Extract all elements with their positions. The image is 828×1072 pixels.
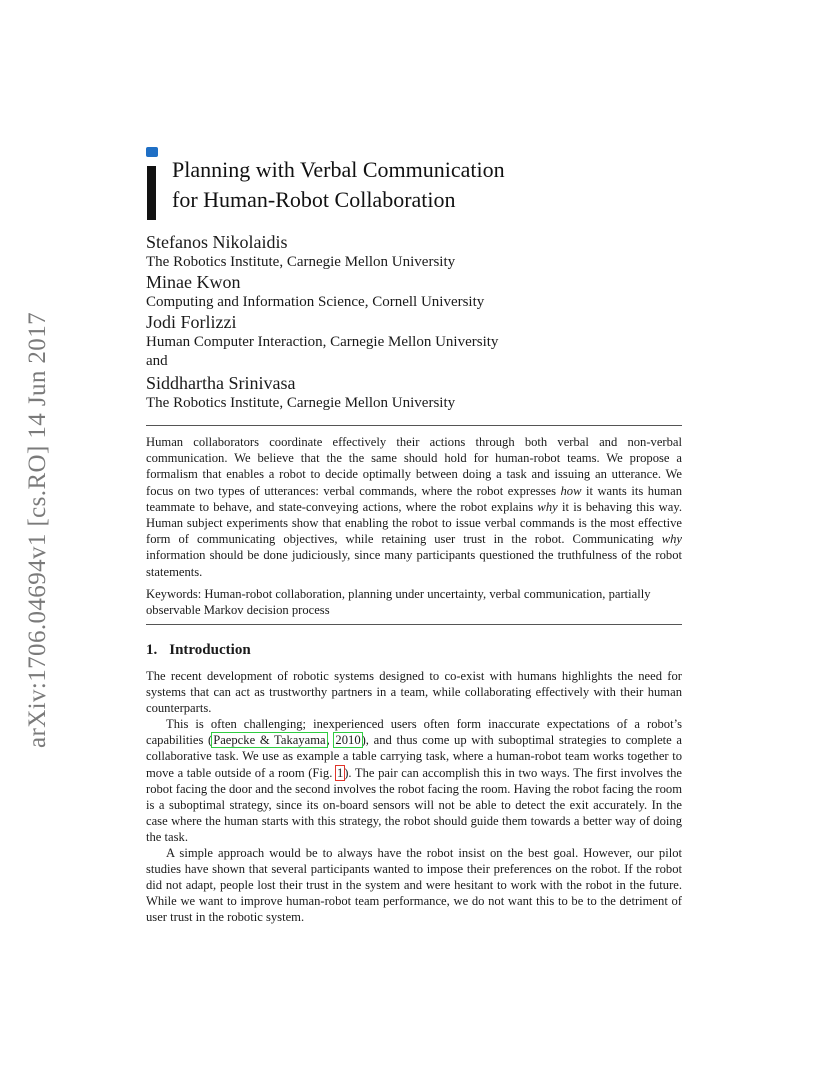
body-paragraph: A simple approach would be to always have the robot insist on the best goal. However, our pilot studies have shown that several participants wanted to impose their preferences on the robot. If the robot did not adapt, people lost their trust in the system and were hesitant to work with the robot in the future. While we want to improve human-robot team performance, we do not want this to be to the detriment of user trust in the robotic system. [146,846,682,925]
abstract-emphasis: how [560,483,582,498]
abstract-top-rule [146,425,682,426]
citation-year: 2010 [335,733,361,748]
section-heading [146,642,251,659]
abstract-emphasis: why [661,532,682,547]
abstract-paragraph [146,434,682,580]
citation-author: Paepcke & Takayama [213,733,326,748]
title-line-2: for Human-Robot Collaboration [172,187,456,212]
figure-reference-link[interactable]: 1 [336,765,344,780]
section-body [146,668,682,926]
author-name: Stefanos Nikolaidis [146,232,288,252]
abstract-text: Human collaborators coordinate effectively their actions through both verbal and non-verbal communication. We believe that the the same should hold for human-robot teams. We propose a formalism that enables a robot to decide optimally between doing a task and issuing an utterance. We focus on two types of utterances: verbal commands, where the robot expresses [146,435,682,498]
paper-title [172,155,505,215]
author-affiliation: The Robotics Institute, Carnegie Mellon University [146,254,456,270]
keywords: Keywords: Human-robot collaboration, planning under uncertainty, verbal communication, partially observable Markov decision process [146,587,651,618]
author-name: Minae Kwon [146,272,241,292]
title-line-1: Planning with Verbal Communication [172,157,505,182]
author-name: Jodi Forlizzi [146,312,237,332]
body-paragraph [146,716,682,845]
author-affiliation: The Robotics Institute, Carnegie Mellon University [146,395,456,411]
body-text: ), and thus come up with suboptimal strategies to complete a collaborative task. We use as example a table carrying task, where a human-robot team works together to move a table outside of a room (Fig. [146,733,682,780]
body-paragraph: The recent development of robotic systems designed to co-exist with humans highlights the need for systems that can act as trustworthy partners in a team, while collaborating effectively with their human counterparts. [146,669,682,716]
author-name: Siddhartha Srinivasa [146,373,296,393]
section-number: 1. [146,642,158,658]
author-block [146,231,686,412]
abstract-bottom-rule [146,624,682,625]
arxiv-identifier-stamp: arXiv:1706.04694v1 [cs.RO] 14 Jun 2017 [24,311,51,749]
abstract [146,434,682,580]
abstract-emphasis: why [537,499,558,514]
abstract-text: it is behaving this way. Human subject experiments show that enabling the robot to issue verbal commands is the most effective form of communicating objectives, while retaining user trust in the robot. Communicating [146,499,682,547]
author-affiliation: Human Computer Interaction, Carnegie Mellon University [146,334,499,350]
body-text: ). The pair can accomplish this in two ways. The first involves the robot facing the door and the second involves the robot facing the room. Having the robot facing the room is a suboptimal strategy, since its on-board sensors will not be able to detect the exit accurately. In the case where the human starts with this strategy, the robot should guide them towards a better way of doing the task. [146,765,683,844]
author-affiliation: Computing and Information Science, Cornell University [146,294,485,310]
section-title: Introduction [169,642,251,658]
citation-link[interactable] [212,733,326,747]
journal-logo-mark [146,147,158,157]
abstract-text: information should be done judiciously, since many participants questioned the truthfulness of the robot statements. [146,548,682,579]
citation-separator: , [326,733,335,748]
abstract-text: it wants its human teammate to behave, and state-conveying actions, where the robot explains [146,483,682,514]
title-accent-bar [147,166,156,220]
body-text: This is often challenging; inexperienced users often form inaccurate expectations of a robot’s capabilities ( [146,717,682,748]
citation-year-link[interactable] [334,733,361,747]
author-conjunction: and [146,353,168,369]
